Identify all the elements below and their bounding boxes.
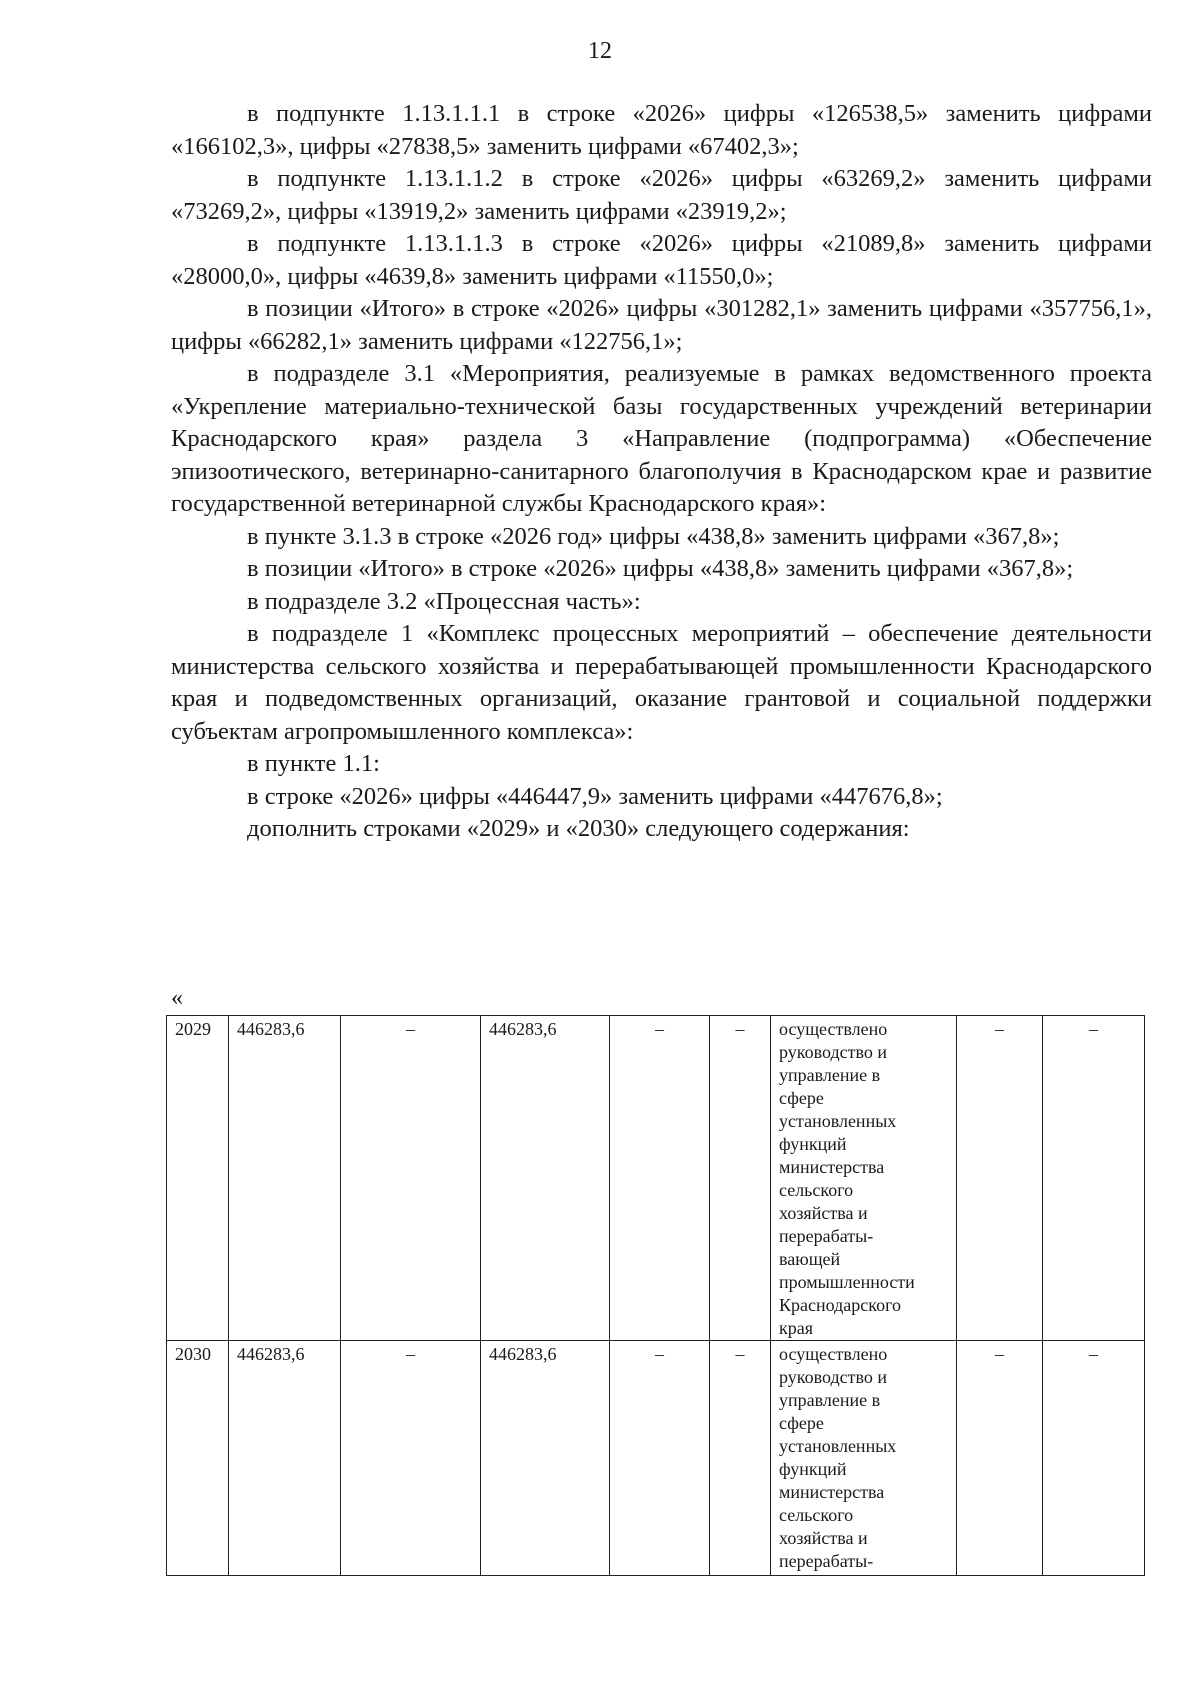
- dash-cell: –: [610, 1341, 710, 1576]
- paragraph-total-2026: в позиции «Итого» в строке «2026» цифры «301282,1» заменить цифрами «357756,1», цифры «66282,1» заменить цифрами «122756,1»;: [171, 295, 1152, 355]
- paragraph-item-1-1: в пункте 1.1:: [247, 750, 380, 777]
- table-row-2029: [167, 1016, 1145, 1341]
- paragraph-subitem-1-13-1-1-1: в подпункте 1.13.1.1.1 в строке «2026» цифры «126538,5» заменить цифрами «166102,3», цифры «27838,5» заменить цифрами «67402,3»;: [171, 100, 1152, 160]
- paragraph-subsection-1: в подразделе 1 «Комплекс процессных мероприятий – обеспечение деятельности министерства сельского хозяйства и перерабатывающей промышленности Краснодарского края и подведомственных организаций, оказание грантовой и социальной поддержки субъектам агропромышленного комплекса»:: [171, 620, 1152, 745]
- paragraph-subitem-1-13-1-1-3: в подпункте 1.13.1.1.3 в строке «2026» цифры «21089,8» заменить цифрами «28000,0», цифры «4639,8» заменить цифрами «11550,0»;: [171, 230, 1152, 290]
- dash-cell: –: [710, 1016, 771, 1341]
- amount-cell: 446283,6: [481, 1341, 610, 1576]
- body-text: [171, 98, 1152, 846]
- dash-cell: –: [1043, 1341, 1145, 1576]
- paragraph-item-3-1-3: в пункте 3.1.3 в строке «2026 год» цифры «438,8» заменить цифрами «367,8»;: [247, 522, 1060, 550]
- total-cell: 446283,6: [229, 1341, 341, 1576]
- description-cell: осуществлено руководство и управление в сфере установленных функций министерства сельского хозяйства и перерабаты-: [771, 1341, 957, 1576]
- dash-cell: –: [341, 1016, 481, 1341]
- year-cell: 2030: [167, 1341, 229, 1576]
- amendment-table: [166, 1015, 1145, 1576]
- dash-cell: –: [1043, 1016, 1145, 1341]
- description-cell: осуществлено руководство и управление в сфере установленных функций министерства сельского хозяйства и перерабаты- вающей промышленности Краснодарского края: [771, 1016, 957, 1341]
- paragraph-total-3-1: в позиции «Итого» в строке «2026» цифры «438,8» заменить цифрами «367,8»;: [247, 555, 1074, 582]
- amount-cell: 446283,6: [481, 1016, 610, 1341]
- paragraph-subsection-3-1: в подразделе 3.1 «Мероприятия, реализуемые в рамках ведомственного проекта «Укрепление материально-технической базы государственных учреждений ветеринарии Краснодарского края» раздела 3 «Направление (подпрограмма) «Обеспечение эпизоотического, ветеринарно-санитарного благополучия в Краснодарском крае и развитие государственной ветеринарной службы Краснодарского края»:: [171, 360, 1152, 517]
- table-row-2030: [167, 1341, 1145, 1576]
- year-cell: 2029: [167, 1016, 229, 1341]
- paragraph-add-rows: дополнить строками «2029» и «2030» следующего содержания:: [247, 815, 910, 842]
- paragraph-subitem-1-13-1-1-2: в подпункте 1.13.1.1.2 в строке «2026» цифры «63269,2» заменить цифрами «73269,2», цифры «13919,2» заменить цифрами «23919,2»;: [171, 165, 1152, 225]
- paragraph-subsection-3-2: в подразделе 3.2 «Процессная часть»:: [247, 587, 641, 615]
- total-cell: 446283,6: [229, 1016, 341, 1341]
- dash-cell: –: [341, 1341, 481, 1576]
- dash-cell: –: [957, 1016, 1043, 1341]
- paragraph-row-2026: в строке «2026» цифры «446447,9» заменить цифрами «447676,8»;: [247, 782, 943, 810]
- dash-cell: –: [610, 1016, 710, 1341]
- page-number: 12: [588, 38, 612, 64]
- dash-cell: –: [710, 1341, 771, 1576]
- dash-cell: –: [957, 1341, 1043, 1576]
- quote-open-mark: «: [171, 985, 183, 1011]
